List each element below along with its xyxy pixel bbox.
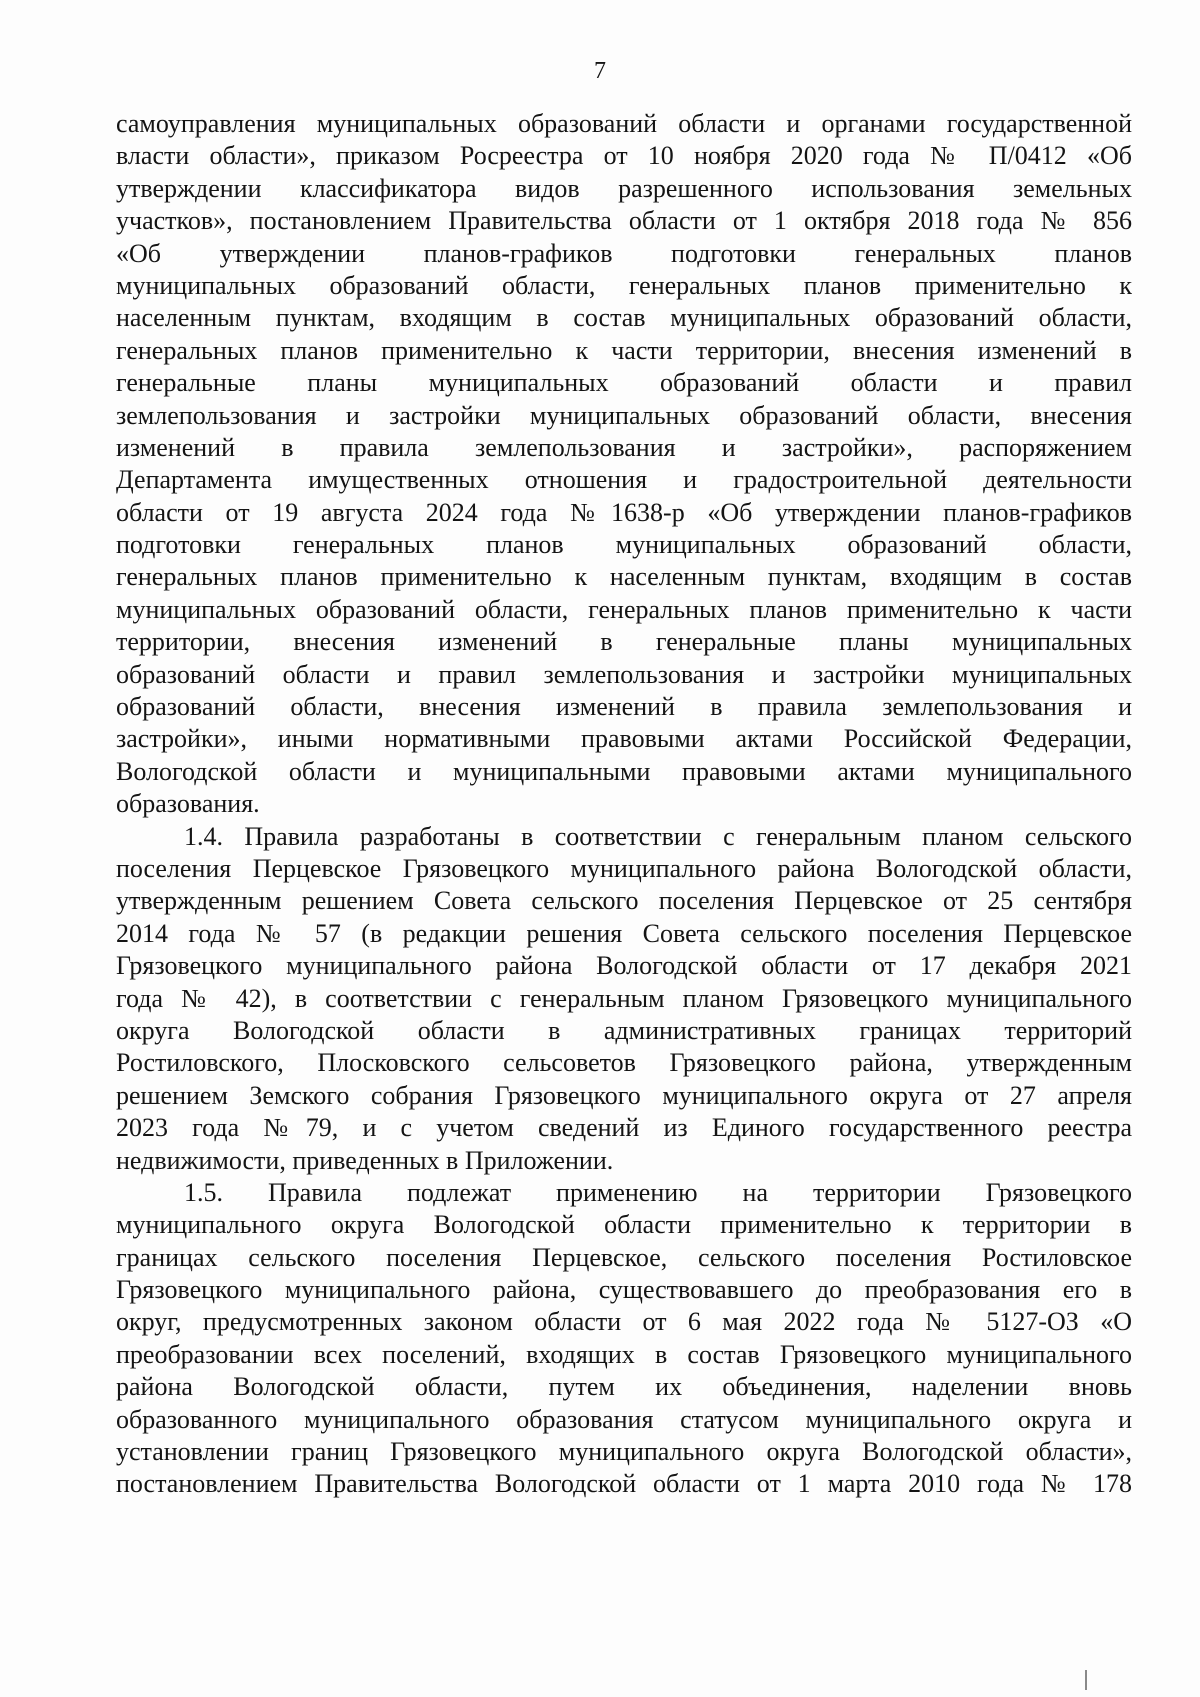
text-line: застройки», иными нормативными правовыми актами Российской Федерации, (116, 724, 1132, 754)
text-line: подготовки генеральных планов муниципальных образований области, (116, 530, 1132, 560)
text-line: решением Земского собрания Грязовецкого муниципального округа от 27 апреля (116, 1080, 1132, 1110)
text-line: образования. (116, 789, 260, 819)
text-line: самоуправления муниципальных образований области и органами государственной (116, 109, 1132, 138)
text-line: года № 42), в соответствии с генеральным планом Грязовецкого муниципального (116, 983, 1132, 1013)
text-line: поселения Перцевское Грязовецкого муниципального района Вологодской области, (116, 853, 1132, 883)
text-line: недвижимости, приведенных в Приложении. (116, 1145, 614, 1175)
text-line: «Об утверждении планов-графиков подготовки генеральных планов (116, 238, 1132, 268)
text-line: округ, предусмотренных законом области от 6 мая 2022 года № 5127-ОЗ «О (116, 1307, 1132, 1337)
text-line: населенным пунктам, входящим в состав муниципальных образований области, (116, 303, 1132, 333)
text-line: Грязовецкого муниципального района, существовавшего до преобразования его в (116, 1275, 1132, 1305)
text-line: генеральных планов применительно к части территории, внесения изменений в (116, 335, 1132, 365)
text-line: округа Вологодской области в административных границах территорий (116, 1015, 1132, 1045)
text-line: преобразовании всех поселений, входящих в состав Грязовецкого муниципального (116, 1339, 1132, 1369)
text-line: Вологодской области и муниципальными правовыми актами муниципального (116, 756, 1132, 786)
text-line: утверждении классификатора видов разрешенного использования земельных (116, 173, 1132, 203)
text-line: Департамента имущественных отношения и градостроительной деятельности (116, 465, 1132, 495)
text-line: генеральные планы муниципальных образований области и правил (116, 368, 1132, 398)
text-line: участков», постановлением Правительства области от 1 октября 2018 года № 856 (116, 206, 1132, 236)
text-line: района Вологодской области, путем их объединения, наделении вновь (116, 1372, 1132, 1402)
text-line: муниципальных образований области, генеральных планов применительно к части (116, 594, 1132, 624)
text-line: муниципальных образований области, генеральных планов применительно к (116, 270, 1132, 300)
text-line: власти области», приказом Росреестра от 10 ноября 2020 года № П/0412 «Об (116, 141, 1132, 171)
text-line: области от 19 августа 2024 года №1638-р «Об утверждении планов-графиков (116, 497, 1132, 527)
text-line: образований области, внесения изменений в правила землепользования и (116, 692, 1132, 722)
paragraph-1-5-start: 1.5. Правила подлежат применению на территории Грязовецкого (184, 1177, 1132, 1207)
text-line: изменений в правила землепользования и застройки», распоряжением (116, 432, 1132, 462)
text-line: Грязовецкого муниципального района Вологодской области от 17 декабря 2021 (116, 951, 1132, 981)
body-text (116, 108, 1132, 1501)
text-line: 2023 года №79, и с учетом сведений из Единого государственного реестра (116, 1113, 1132, 1143)
paragraph-1-4-start: 1.4. Правила разработаны в соответствии с генеральным планом сельского (184, 821, 1132, 851)
text-line: образованного муниципального образования статусом муниципального округа и (116, 1404, 1132, 1434)
text-line: постановлением Правительства Вологодской области от 1 марта 2010 года № 178 (116, 1469, 1132, 1499)
text-line: Ростиловского, Плосковского сельсоветов Грязовецкого района, утвержденным (116, 1048, 1132, 1078)
text-line: утвержденным решением Совета сельского поселения Перцевское от 25 сентября (116, 886, 1132, 916)
text-line: установлении границ Грязовецкого муниципального округа Вологодской области», (116, 1437, 1132, 1467)
text-line: образований области и правил землепользования и застройки муниципальных (116, 659, 1132, 689)
text-line: 2014 года № 57 (в редакции решения Совета сельского поселения Перцевское (116, 918, 1132, 948)
page-number: 7 (594, 58, 606, 84)
scan-artifact-mark (1085, 1670, 1087, 1690)
text-line: территории, внесения изменений в генеральные планы муниципальных (116, 627, 1132, 657)
text-line: границах сельского поселения Перцевское, сельского поселения Ростиловское (116, 1242, 1132, 1272)
text-line: генеральных планов применительно к населенным пунктам, входящим в состав (116, 562, 1132, 592)
text-line: муниципального округа Вологодской области применительно к территории в (116, 1210, 1132, 1240)
text-line: землепользования и застройки муниципальных образований области, внесения (116, 400, 1132, 430)
